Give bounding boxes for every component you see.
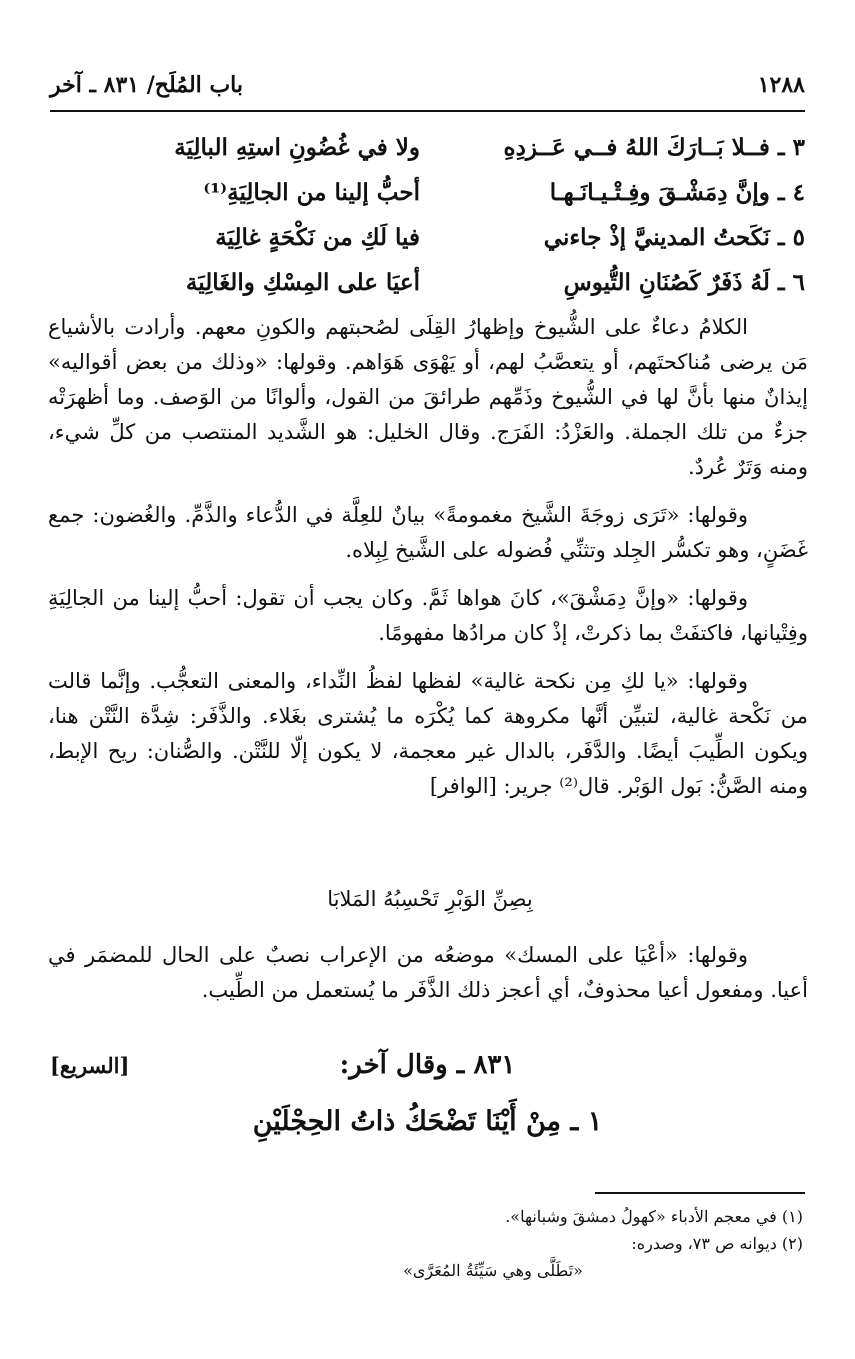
running-header xyxy=(50,72,805,106)
poem-verses xyxy=(50,125,805,305)
verse-second-hemistich: أحبُّ إلينا من الجالِيَةِ⁽¹⁾ xyxy=(203,179,420,206)
commentary-paragraph: وقولها: «أعْيَا على المسك» موضعُه من الإعراب نصبٌ على الحال للمضمَر في أعيا. ومفعول أعيا محذوفٌ، أي أعجز ذلك الذَّفَر ما يُستعمل من الطِّيب. xyxy=(48,943,808,1002)
verse-second-hemistich: فيا لَكِ من نَكْحَةٍ غالِيَة xyxy=(215,224,420,251)
commentary-continued xyxy=(48,938,808,1021)
running-title: باب المُلَح/ ٨٣١ ـ آخر xyxy=(50,72,243,98)
page-number: ١٢٨٨ xyxy=(757,72,805,98)
verse-row xyxy=(50,125,805,170)
footnotes xyxy=(53,1203,803,1284)
commentary-paragraph: وقولها: «وإنَّ دِمَشْقَ»، كانَ هواها ثَمَّ. وكان يجب أن تقول: أحبُّ إلينا من الجالِيَةِ وفِتْيانها، فاكتفَتْ بما ذكرتْ، إذْ كان مرادُها مفهومًا. xyxy=(48,586,808,645)
verse-first-hemistich: ٤ ـ وإنَّ دِمَشْـقَ وفِـتْـيـانَـهـا xyxy=(549,179,805,206)
verse-first-hemistich: ٥ ـ نَكَحتُ المدينيَّ إذْ جاءني xyxy=(543,224,805,251)
new-poem-verse: ١ ـ مِنْ أَيْنَا تَضْحَكُ ذاتُ الحِجْلَيْنِ xyxy=(252,1106,603,1137)
section-title: ٨٣١ ـ وقال آخر: xyxy=(339,1050,516,1080)
header-rule xyxy=(50,110,805,112)
footnote: (٢) ديوانه ص ٧٣، وصدره: xyxy=(631,1234,803,1253)
footnote: (١) في معجم الأدباء «كهولُ دمشقَ وشبانها». xyxy=(505,1207,803,1226)
verse-row xyxy=(50,260,805,305)
verse-row xyxy=(50,215,805,260)
meter-label: [السريع] xyxy=(50,1053,130,1078)
commentary-paragraph: الكلامُ دعاءٌ على الشُّيوخ وإظهارُ القِلَى لصُحبتهم والكونِ معهم. وأرادت بالأشياع مَن يرضى مُناكحتَهم، أو يتعصَّبُ لهم، أو يَهْوَى هَوَاهم. وقولها: «وذلك من بعض أقواليه» إيذانٌ منها بأنَّ لها في الشُّيوخ وذَمِّهم طرائقَ من القول، وألوانًا من الوَصف. وما أظهرَتْه جزءٌ من تلك الجملة. والعَزْدُ: الفَرَج. وقال الخليل: هو الشَّديد المنتصب من كلِّ شيء، ومنه وَتَرٌ عُردٌ. xyxy=(48,315,808,479)
verse-second-hemistich: أعيَا على المِسْكِ والغَالِيَة xyxy=(185,269,420,296)
verse-row xyxy=(50,170,805,215)
footnote-rule xyxy=(595,1192,805,1194)
commentary-paragraph: وقولها: «يا لكِ مِن نكحة غالية» لفظها لفظُ النِّداء، والمعنى التعجُّب. وإنَّما قالت من نَكْحة غالية، لتبيِّن أنَّها مكروهة كما يُكْرَه ما يُشترى بغَلاء. والذَّفَر: شِدَّة النَّتْن هنا، ويكون الطِّيبَ أيضًا. والدَّفَر، بالدال غير معجمة، لا يكون إلّا للنَّتْن. والصُّنان: ريح الإبط، ومنه الصَّنُّ: بَول الوَبْر. قال⁽²⁾ جرير: [الوافر] xyxy=(48,669,809,798)
verse-first-hemistich: ٦ ـ لَهُ ذَفَرٌ كَصُنَانِ التُّيوسِ xyxy=(563,269,805,296)
commentary-paragraph: وقولها: «تَرَى زوجَةَ الشَّيخ مغمومةً» بيانٌ للعِلَّة في الدُّعاء والذَّمِّ. والغُضون: جمع غَضَنٍ، وهو تكسُّر الجِلد وتثنِّي فُضوله على الشَّيخ لِبِلاه. xyxy=(48,503,808,562)
commentary xyxy=(48,310,808,817)
verse-second-hemistich: ولا في غُضُونِ استِهِ البالِيَة xyxy=(174,134,420,161)
footnote-quote: «تَطَلَّى وهي سَيِّئَةُ المُعَرَّى» xyxy=(403,1261,583,1280)
verse-first-hemistich: ٣ ـ فــلا بَــارَكَ اللهُ فــي عَــزدِهِ xyxy=(503,134,805,161)
section-heading xyxy=(50,1043,805,1088)
quoted-hemistich: بِصِنِّ الوَبْرِ تَحْسِبُهُ المَلابَا xyxy=(327,887,533,911)
